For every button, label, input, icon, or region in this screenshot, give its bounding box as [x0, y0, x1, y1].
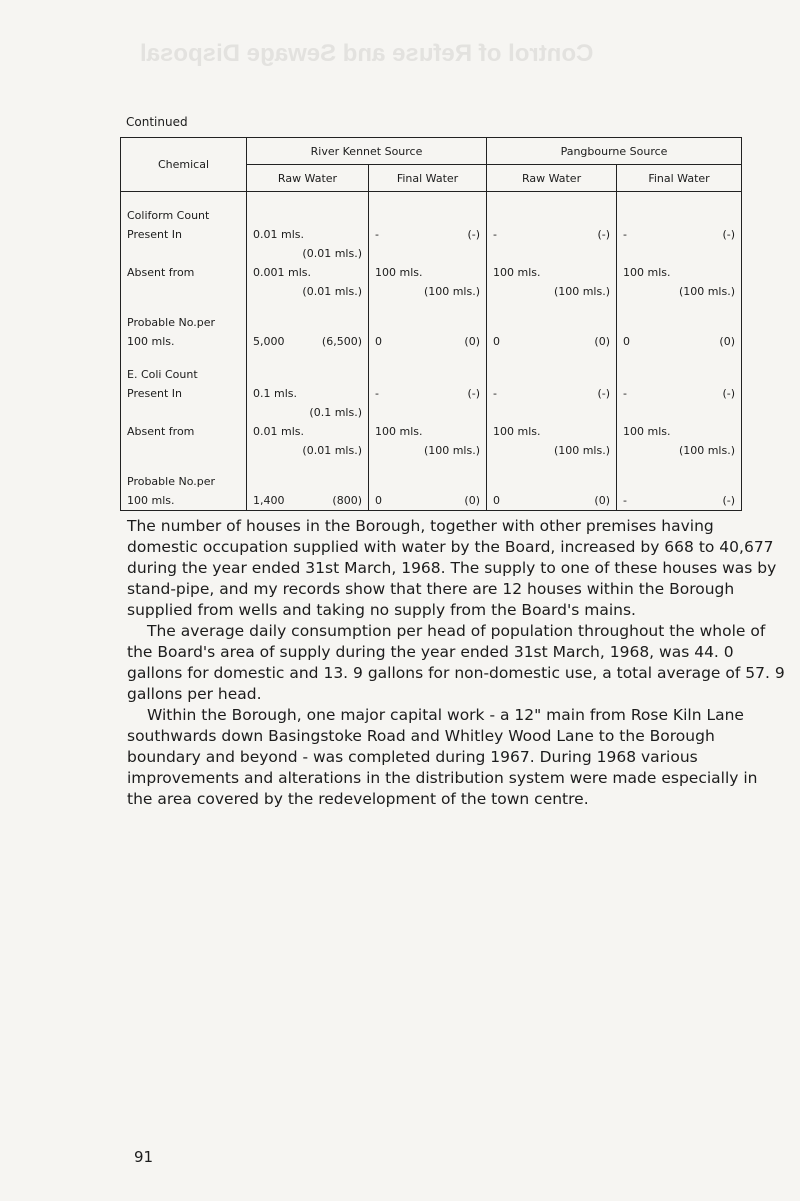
cell-value: 0: [493, 494, 501, 507]
cell-value: 0: [623, 335, 631, 348]
coliform-pangbourne-raw: [487, 192, 617, 352]
cell-value: (100 mls.): [678, 444, 736, 457]
cell-value: 100 mls.: [493, 266, 541, 279]
row-labels-coliform: [121, 192, 247, 352]
cell-value: -: [493, 228, 497, 241]
cell-value: -: [493, 387, 497, 400]
body-text: [127, 516, 787, 810]
section-coliform: Coliform Count: [127, 209, 210, 222]
header-chemical: Chemical: [121, 138, 247, 192]
cell-value: (0.01 mls.): [302, 285, 362, 298]
cell-value: 5,000: [253, 335, 285, 348]
coliform-kennet-raw: [247, 192, 369, 352]
label-probable: Probable No.per: [127, 475, 216, 488]
cell-value: (-): [722, 387, 736, 400]
cell-value: (100 mls.): [423, 285, 481, 298]
label-probable-unit: 100 mls.: [127, 335, 175, 348]
cell-value: 0: [375, 335, 382, 348]
cell-value: 100 mls.: [623, 425, 671, 438]
cell-value: 0.1 mls.: [253, 387, 297, 400]
cell-value: (100 mls.): [678, 285, 736, 298]
cell-value: -: [623, 228, 627, 241]
ecoli-pangbourne-raw: [487, 351, 617, 511]
header-pangbourne-final: Final Water: [617, 165, 742, 192]
cell-value: 0.01 mls.: [253, 228, 304, 241]
cell-value: -: [623, 387, 627, 400]
cell-value: (-): [467, 387, 481, 400]
cell-value: (100 mls.): [553, 285, 611, 298]
page-number: 91: [134, 1148, 154, 1166]
header-kennet-final: Final Water: [369, 165, 487, 192]
cell-value: (6,500): [321, 335, 362, 348]
cell-value: -: [375, 228, 379, 241]
cell-value: 0: [375, 494, 382, 507]
cell-value: 100 mls.: [623, 266, 671, 279]
header-pangbourne-source: Pangbourne Source: [487, 138, 742, 165]
cell-value: 100 mls.: [493, 425, 541, 438]
cell-value: (100 mls.): [553, 444, 611, 457]
label-present-in: Present In: [127, 228, 182, 241]
cell-value: (-): [597, 228, 611, 241]
paragraph-capital-work: Within the Borough, one major capital work - a 12" main from Rose Kiln Lane southwards down Basingstoke Road and Whitley Wood Lane to the Borough boundary and beyond - was completed during 1967. During 1968 various improvements and alterations in the distribution system were made especially in the area covered by the redevelopment of the town centre.: [127, 706, 758, 808]
paragraph-consumption: The average daily consumption per head of population throughout the whole of the Board's area of supply during the year ended 31st March, 1968, was 44. 0 gallons for domestic and 13. 9 gallons for non-domestic use, a total average of 57. 9 gallons per head.: [127, 622, 785, 703]
cell-value: (100 mls.): [423, 444, 481, 457]
cell-value: (-): [722, 228, 736, 241]
label-absent-from: Absent from: [127, 425, 195, 438]
paragraph-houses: The number of houses in the Borough, together with other premises having domestic occupation supplied with water by the Board, increased by 668 to 40,677 during the year ended 31st March, 1968. The supply to one of these houses was by stand-pipe, and my records show that there are 12 houses within the Borough supplied from wells and taking no supply from the Board's mains.: [127, 517, 777, 619]
label-probable-unit: 100 mls.: [127, 494, 175, 507]
label-present-in: Present In: [127, 387, 182, 400]
cell-value: 1,400: [253, 494, 285, 507]
header-kennet-raw: Raw Water: [247, 165, 369, 192]
cell-value: (800): [332, 494, 362, 507]
label-probable: Probable No.per: [127, 316, 216, 329]
ecoli-pangbourne-final: [617, 351, 742, 511]
coliform-pangbourne-final: [617, 192, 742, 352]
cell-value: (0): [464, 494, 481, 507]
cell-value: 0: [493, 335, 501, 348]
cell-value: (0.1 mls.): [309, 406, 362, 419]
cell-value: -: [375, 387, 379, 400]
header-kennet-source: River Kennet Source: [247, 138, 487, 165]
cell-value: (0.01 mls.): [302, 247, 362, 260]
cell-value: (0): [719, 335, 736, 348]
section-ecoli: E. Coli Count: [127, 368, 198, 381]
water-quality-table: [120, 137, 742, 511]
cell-value: (0): [464, 335, 481, 348]
row-labels-ecoli: [121, 351, 247, 511]
cell-value: 0.01 mls.: [253, 425, 304, 438]
header-pangbourne-raw: Raw Water: [487, 165, 617, 192]
show-through-heading: Control of Refuse and Sewage Disposal: [140, 40, 594, 67]
cell-value: (0.01 mls.): [302, 444, 362, 457]
continued-label: Continued: [126, 115, 188, 129]
cell-value: (0): [594, 335, 611, 348]
cell-value: 100 mls.: [375, 425, 423, 438]
ecoli-kennet-raw: [247, 351, 369, 511]
cell-value: 100 mls.: [375, 266, 423, 279]
ecoli-kennet-final: [369, 351, 487, 511]
cell-value: (0): [594, 494, 611, 507]
cell-value: (-): [597, 387, 611, 400]
cell-value: (-): [722, 494, 736, 507]
label-absent-from: Absent from: [127, 266, 195, 279]
cell-value: 0.001 mls.: [253, 266, 311, 279]
cell-value: -: [623, 494, 627, 507]
coliform-kennet-final: [369, 192, 487, 352]
cell-value: (-): [467, 228, 481, 241]
